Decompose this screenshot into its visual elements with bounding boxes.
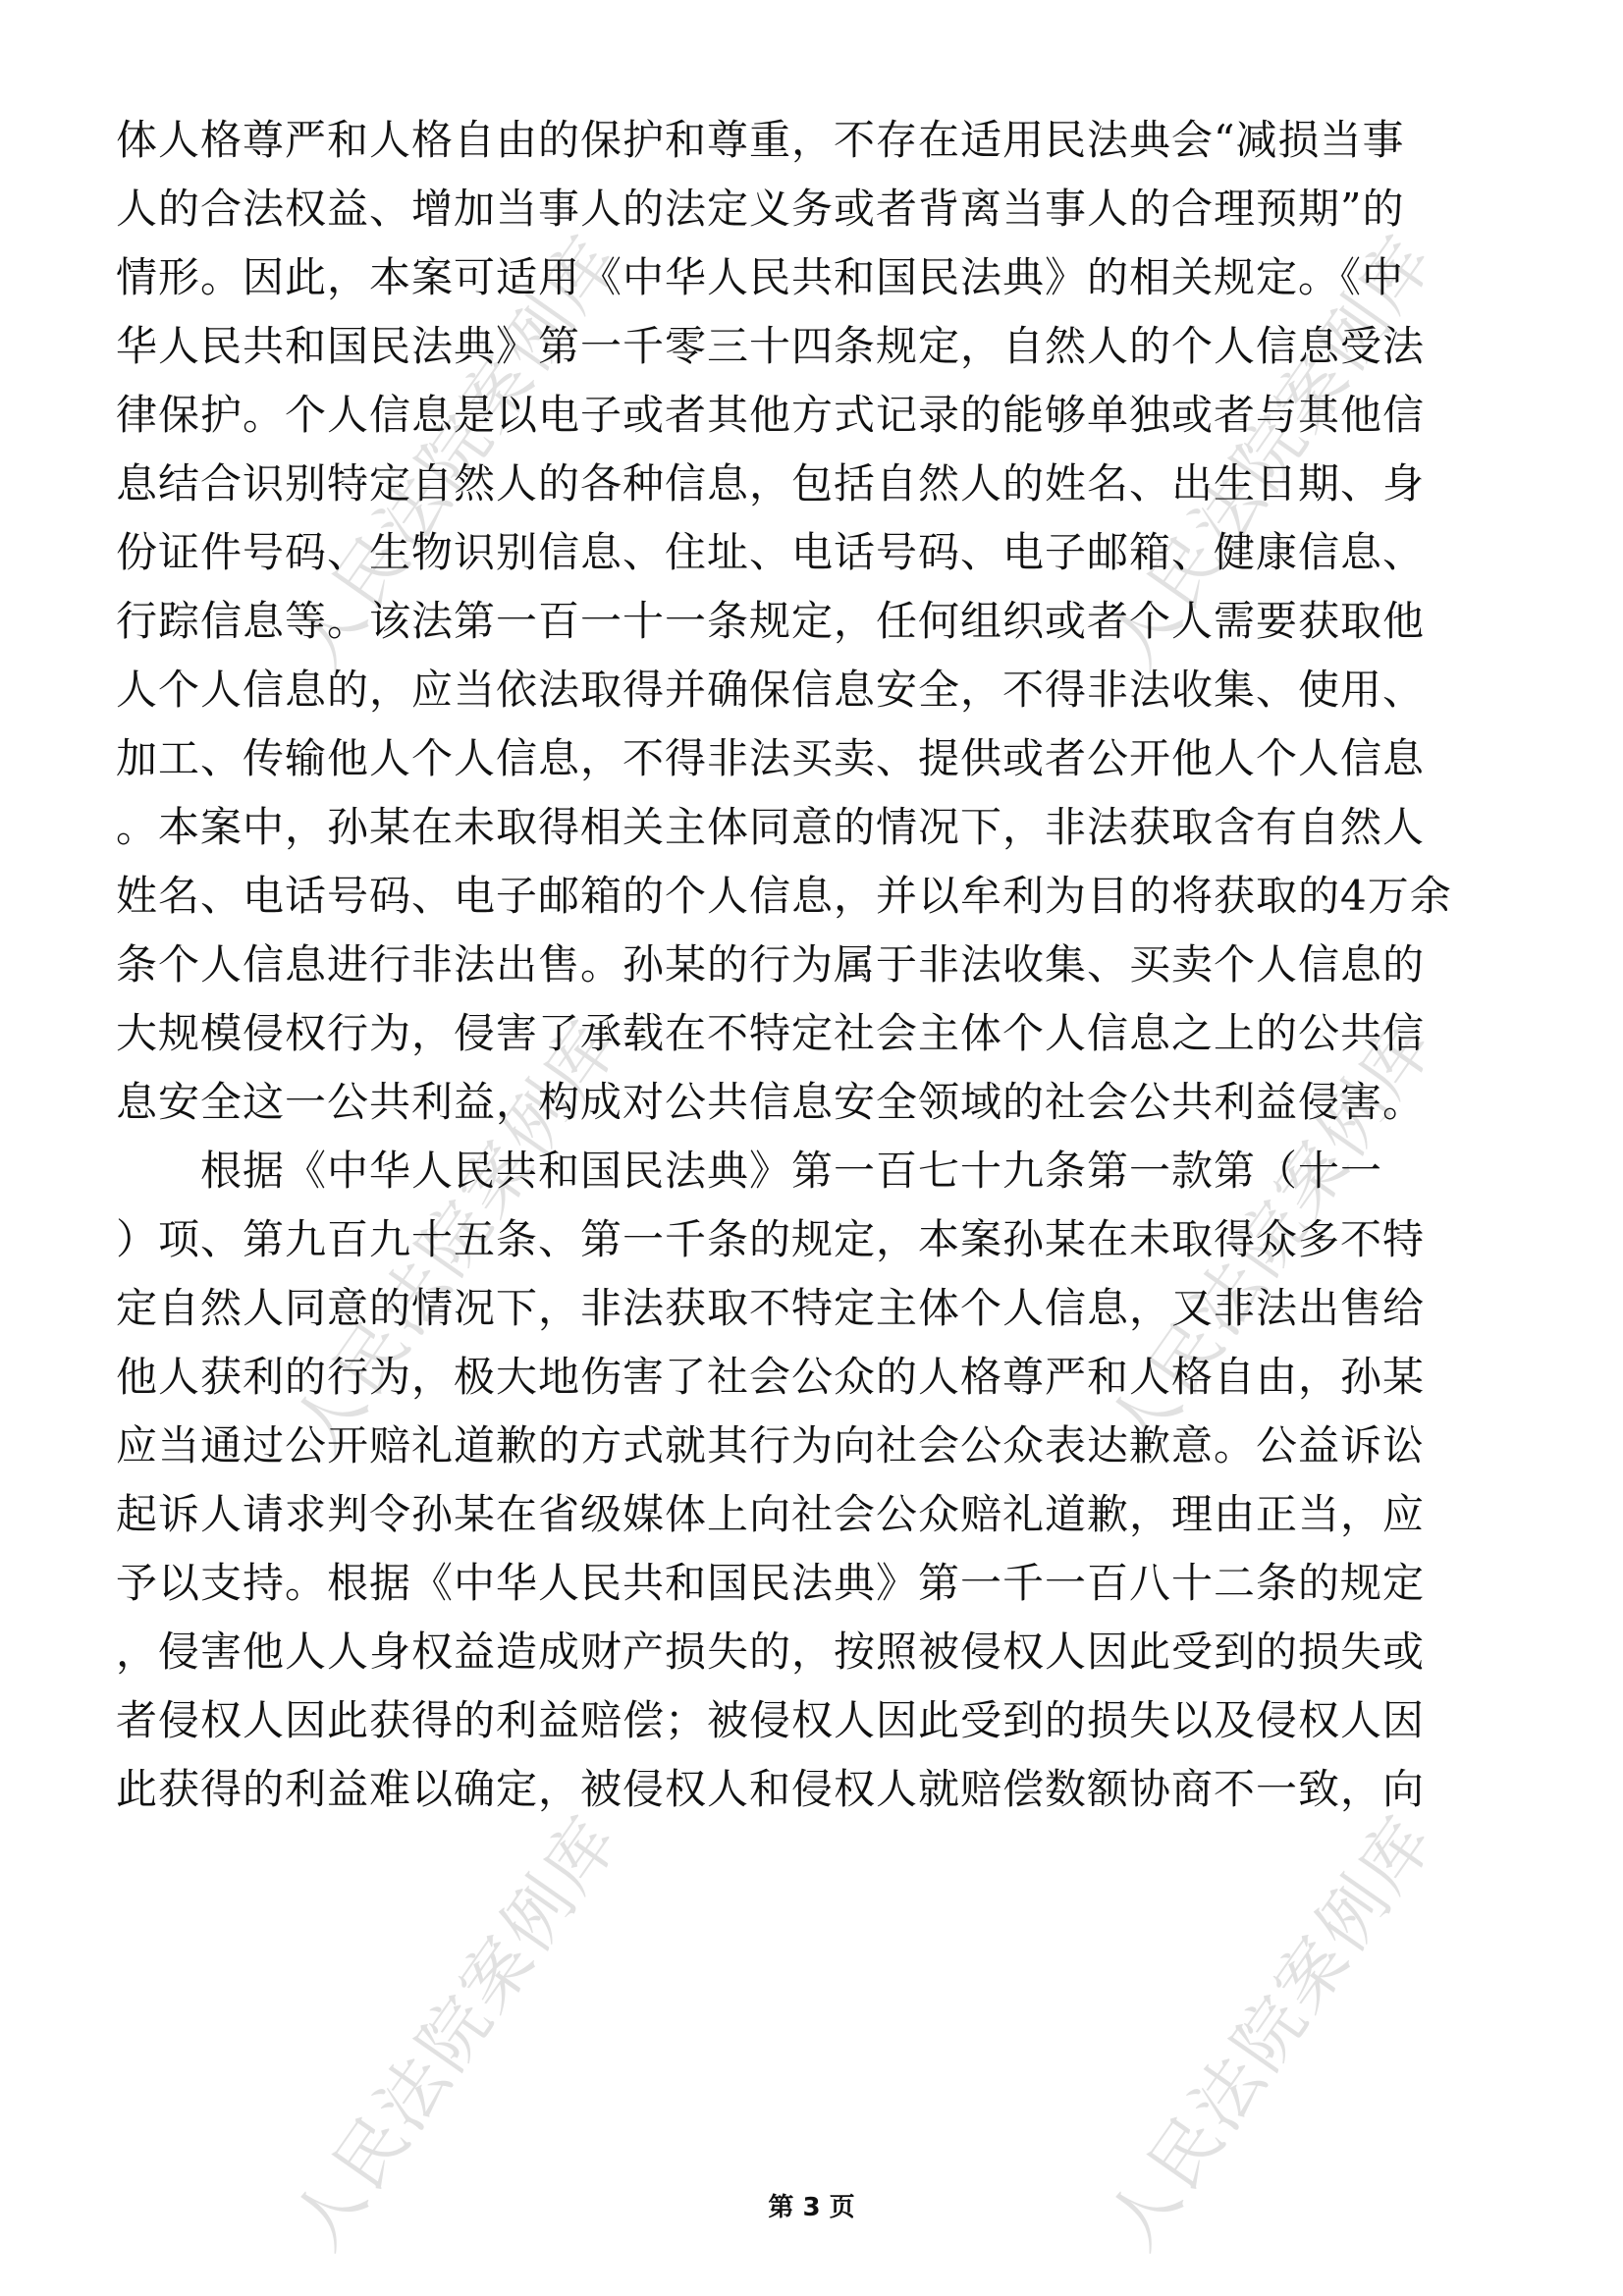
text-line: 他人获利的行为，极大地伤害了社会公众的人格尊严和人格自由，孙某 xyxy=(116,1353,1426,1401)
text-line: 息结合识别特定自然人的各种信息，包括自然人的姓名、出生日期、身 xyxy=(116,459,1426,507)
watermark: 人民法院案例库 xyxy=(1092,220,1450,683)
text-line: 此获得的利益难以确定，被侵权人和侵权人就赔偿数额协商不一致，向 xyxy=(116,1765,1426,1813)
text-line: ，侵害他人人身权益造成财产损失的，按照被侵权人因此受到的损失或 xyxy=(116,1628,1426,1676)
text-line: 人的合法权益、增加当事人的法定义务或者背离当事人的合理预期”的 xyxy=(116,185,1405,233)
watermark: 人民法院案例库 xyxy=(277,1800,635,2264)
watermark: 人民法院案例库 xyxy=(1092,1800,1450,2264)
text-line: 应当通过公开赔礼道歉的方式就其行为向社会公众表达歉意。公益诉讼 xyxy=(116,1421,1426,1469)
text-line: 份证件号码、生物识别信息、住址、电话号码、电子邮箱、健康信息、 xyxy=(116,528,1426,576)
text-line: ）项、第九百九十五条、第一千条的规定，本案孙某在未取得众多不特 xyxy=(116,1215,1426,1263)
text-line: 体人格尊严和人格自由的保护和尊重，不存在适用民法典会“减损当事 xyxy=(116,116,1405,164)
text-line: 人个人信息的，应当依法取得并确保信息安全，不得非法收集、使用、 xyxy=(116,666,1426,714)
text-line: 定自然人同意的情况下，非法获取不特定主体个人信息，又非法出售给 xyxy=(116,1284,1426,1332)
text-line: 大规模侵权行为，侵害了承载在不特定社会主体个人信息之上的公共信 xyxy=(116,1009,1426,1057)
text-line: 者侵权人因此获得的利益赔偿；被侵权人因此受到的损失以及侵权人因 xyxy=(116,1696,1426,1744)
text-line: 予以支持。根据《中华人民共和国民法典》第一千一百八十二条的规定 xyxy=(116,1559,1426,1607)
text-line: 条个人信息进行非法出售。孙某的行为属于非法收集、买卖个人信息的 xyxy=(116,940,1426,988)
text-line: 行踪信息等。该法第一百一十一条规定，任何组织或者个人需要获取他 xyxy=(116,597,1426,645)
text-line: 起诉人请求判令孙某在省级媒体上向社会公众赔礼道歉，理由正当，应 xyxy=(116,1490,1426,1538)
page-number: 第 3 页 xyxy=(768,2193,855,2222)
document-body xyxy=(116,106,1510,1824)
text-line: 律保护。个人信息是以电子或者其他方式记录的能够单独或者与其他信 xyxy=(116,391,1426,439)
watermark: 人民法院案例库 xyxy=(277,220,635,683)
watermark: 人民法院案例库 xyxy=(1092,1005,1450,1468)
text-line: 。本案中，孙某在未取得相关主体同意的情况下，非法获取含有自然人 xyxy=(116,803,1426,851)
text-line: 姓名、电话号码、电子邮箱的个人信息，并以牟利为目的将获取的4万余 xyxy=(116,872,1452,920)
text-line: 息安全这一公共利益，构成对公共信息安全领域的社会公共利益侵害。 xyxy=(116,1078,1426,1126)
text-line: 情形。因此，本案可适用《中华人民共和国民法典》的相关规定。《中 xyxy=(116,253,1405,301)
text-line: 加工、传输他人个人信息，不得非法买卖、提供或者公开他人个人信息 xyxy=(116,734,1426,782)
watermark: 人民法院案例库 xyxy=(277,1005,635,1468)
text-line: 华人民共和国民法典》第一千零三十四条规定，自然人的个人信息受法 xyxy=(116,322,1426,370)
text-line: 根据《中华人民共和国民法典》第一百七十九条第一款第（十一 xyxy=(116,1147,1383,1195)
